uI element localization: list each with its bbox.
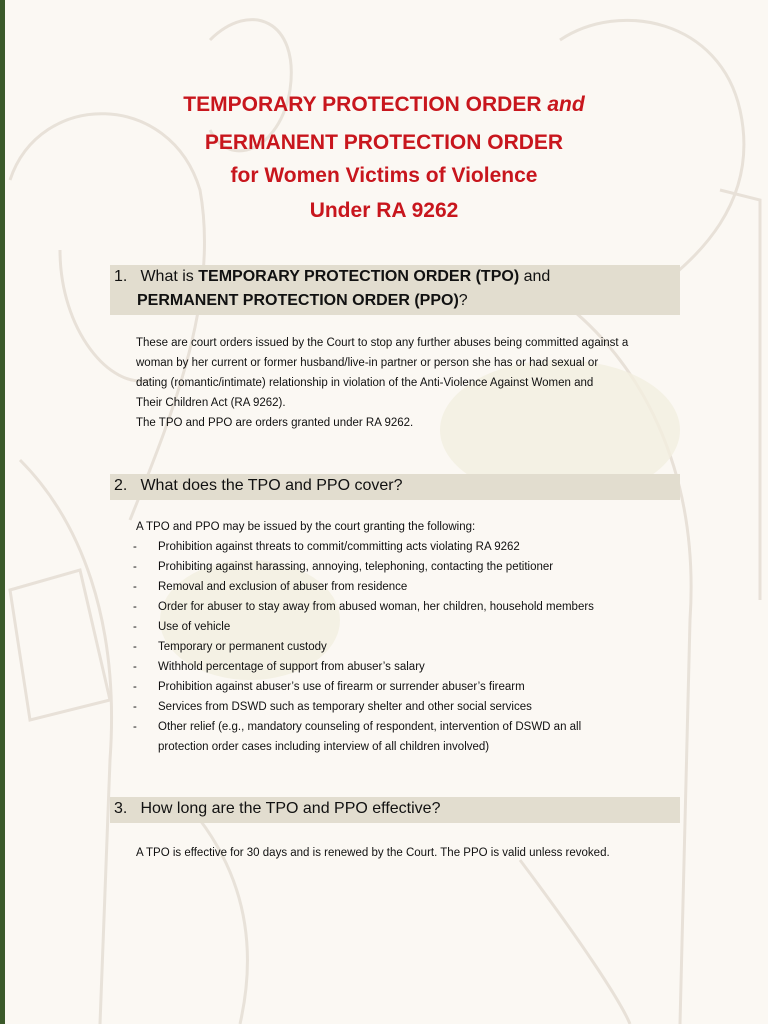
question-2-number: 2.: [114, 477, 128, 494]
answer-1-line: These are court orders issued by the Court to stop any further abuses being committed against a: [136, 337, 629, 349]
question-1-pre: What is: [140, 268, 194, 285]
answer-1-line: woman by her current or former husband/live-in partner or person she has or had sexual or: [136, 357, 599, 369]
list-item: - Services from DSWD such as temporary shelter and other social services: [133, 697, 653, 717]
list-item: - Removal and exclusion of abuser from residence: [133, 577, 653, 597]
list-item: - Order for abuser to stay away from abused woman, her children, household members: [133, 597, 653, 617]
question-1-mid: and: [523, 268, 551, 285]
question-2-line: [114, 477, 403, 495]
question-3-line: [114, 800, 440, 818]
question-1-mark: ?: [458, 292, 468, 309]
title-line-2: PERMANENT PROTECTION ORDER: [204, 131, 564, 154]
question-3-number: 3.: [114, 800, 128, 817]
answer-1-line: Their Children Act (RA 9262).: [136, 397, 286, 409]
list-item: - Prohibition against abuser’s use of firearm or surrender abuser’s firearm: [133, 677, 653, 697]
question-1-line-2: [137, 292, 468, 310]
question-3-band: [110, 797, 680, 823]
question-1-tpo: TEMPORARY PROTECTION ORDER (TPO): [198, 268, 520, 285]
question-2-band: [110, 474, 680, 500]
answer-1: [136, 333, 656, 433]
answer-1-line: dating (romantic/intimate) relationship in violation of the Anti-Violence Against Women and: [136, 377, 594, 389]
answer-2-list: [133, 537, 653, 757]
question-1-number: 1.: [114, 268, 128, 285]
answer-3: A TPO is effective for 30 days and is renewed by the Court. The PPO is valid unless revoked.: [136, 847, 610, 859]
list-item: - Prohibition against threats to commit/committing acts violating RA 9262: [133, 537, 653, 557]
question-1-ppo: PERMANENT PROTECTION ORDER (PPO): [137, 292, 459, 309]
answer-1-line: The TPO and PPO are orders granted under RA 9262.: [136, 417, 414, 429]
title-line-1: [0, 93, 768, 117]
list-item: - Withhold percentage of support from abuser’s salary: [133, 657, 653, 677]
list-item: - Use of vehicle: [133, 617, 653, 637]
list-item: - Prohibiting against harassing, annoying, telephoning, contacting the petitioner: [133, 557, 653, 577]
list-item: - Other relief (e.g., mandatory counseling of respondent, intervention of DSWD an all: [133, 717, 653, 737]
question-1-band: [110, 265, 680, 315]
question-2-text: What does the TPO and PPO cover?: [140, 477, 403, 494]
question-1-line-1: [114, 268, 550, 286]
title-line-4: Under RA 9262: [309, 199, 459, 222]
list-item: - Temporary or permanent custody: [133, 637, 653, 657]
question-3-text: How long are the TPO and PPO effective?: [140, 800, 441, 817]
title-tpo: TEMPORARY PROTECTION ORDER: [183, 93, 542, 116]
answer-2-intro: A TPO and PPO may be issued by the court granting the following:: [136, 521, 476, 533]
title-and: and: [547, 93, 585, 116]
list-item: protection order cases including interview of all children involved): [158, 741, 490, 753]
title-line-3: for Women Victims of Violence: [230, 164, 538, 187]
